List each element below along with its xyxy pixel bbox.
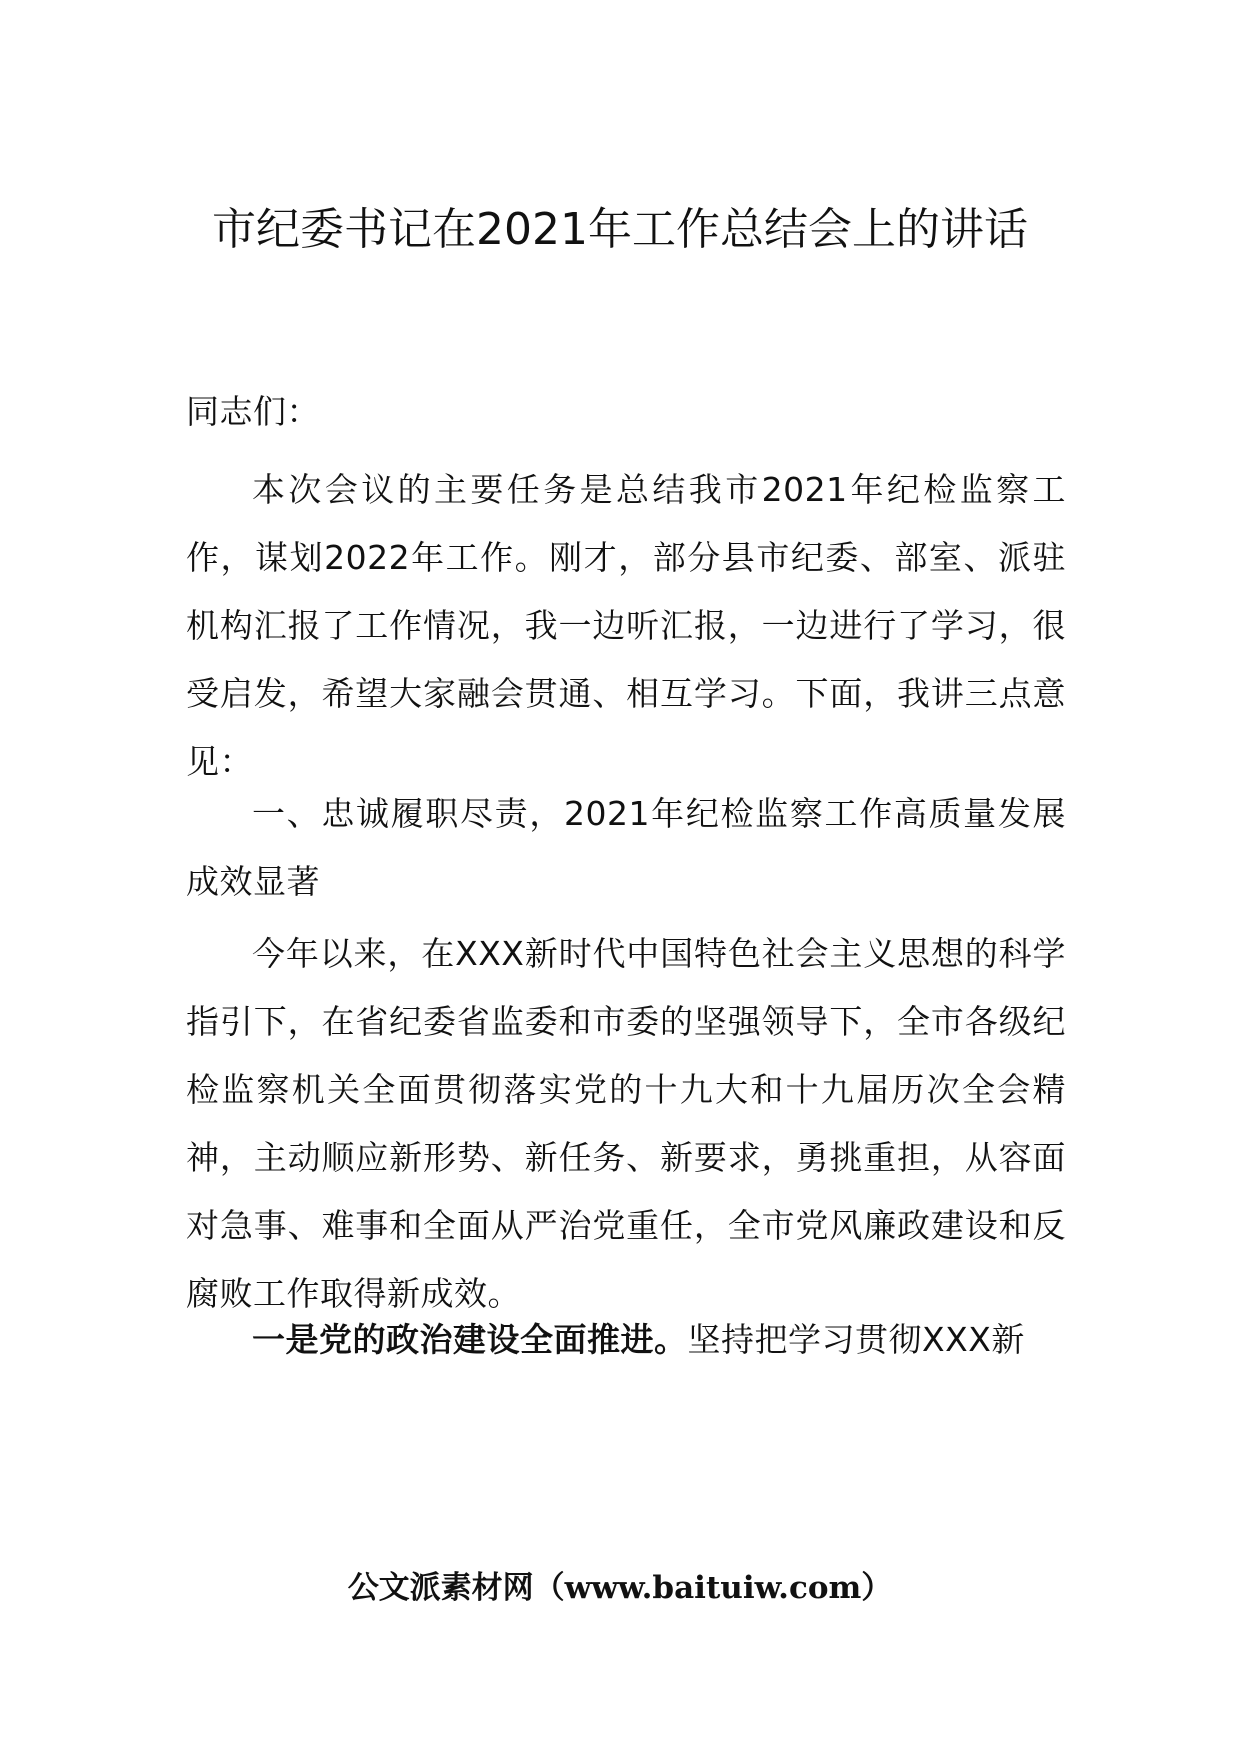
paragraph-achievements: 今年以来，在XXX新时代中国特色社会主义思想的科学指引下，在省纪委省监委和市委的坚强领导下，全市各级纪检监察机关全面贯彻落实党的十九大和十九届历次全会精神，主动顺应新形势、新任务、新要求，勇挑重担，从容面对急事、难事和全面从严治党重任，全市党风廉政建设和反腐败工作取得新成效。 (186, 934, 1066, 1313)
section-heading-one: 一、忠诚履职尽责，2021年纪检监察工作高质量发展成效显著 (186, 794, 1066, 901)
salutation: 同志们： (186, 392, 320, 431)
paragraph-bold-lead: 一是党的政治建设全面推进。 (252, 1320, 688, 1359)
paragraph-intro: 本次会议的主要任务是总结我市2021年纪检监察工作，谋划2022年工作。刚才，部分县市纪委、部室、派驻机构汇报了工作情况，我一边听汇报，一边进行了学习，很受启发，希望大家融会贯通、相互学习。下面，我讲三点意见： (186, 470, 1066, 781)
paragraph-political-building (186, 1306, 1066, 1374)
document-title: 市纪委书记在2021年工作总结会上的讲话 (212, 204, 1028, 255)
paragraph-text: 坚持把学习贯彻XXX新 (687, 1320, 1025, 1359)
footer-watermark: 公文派素材网（www.baituiw.com） (347, 1570, 893, 1606)
